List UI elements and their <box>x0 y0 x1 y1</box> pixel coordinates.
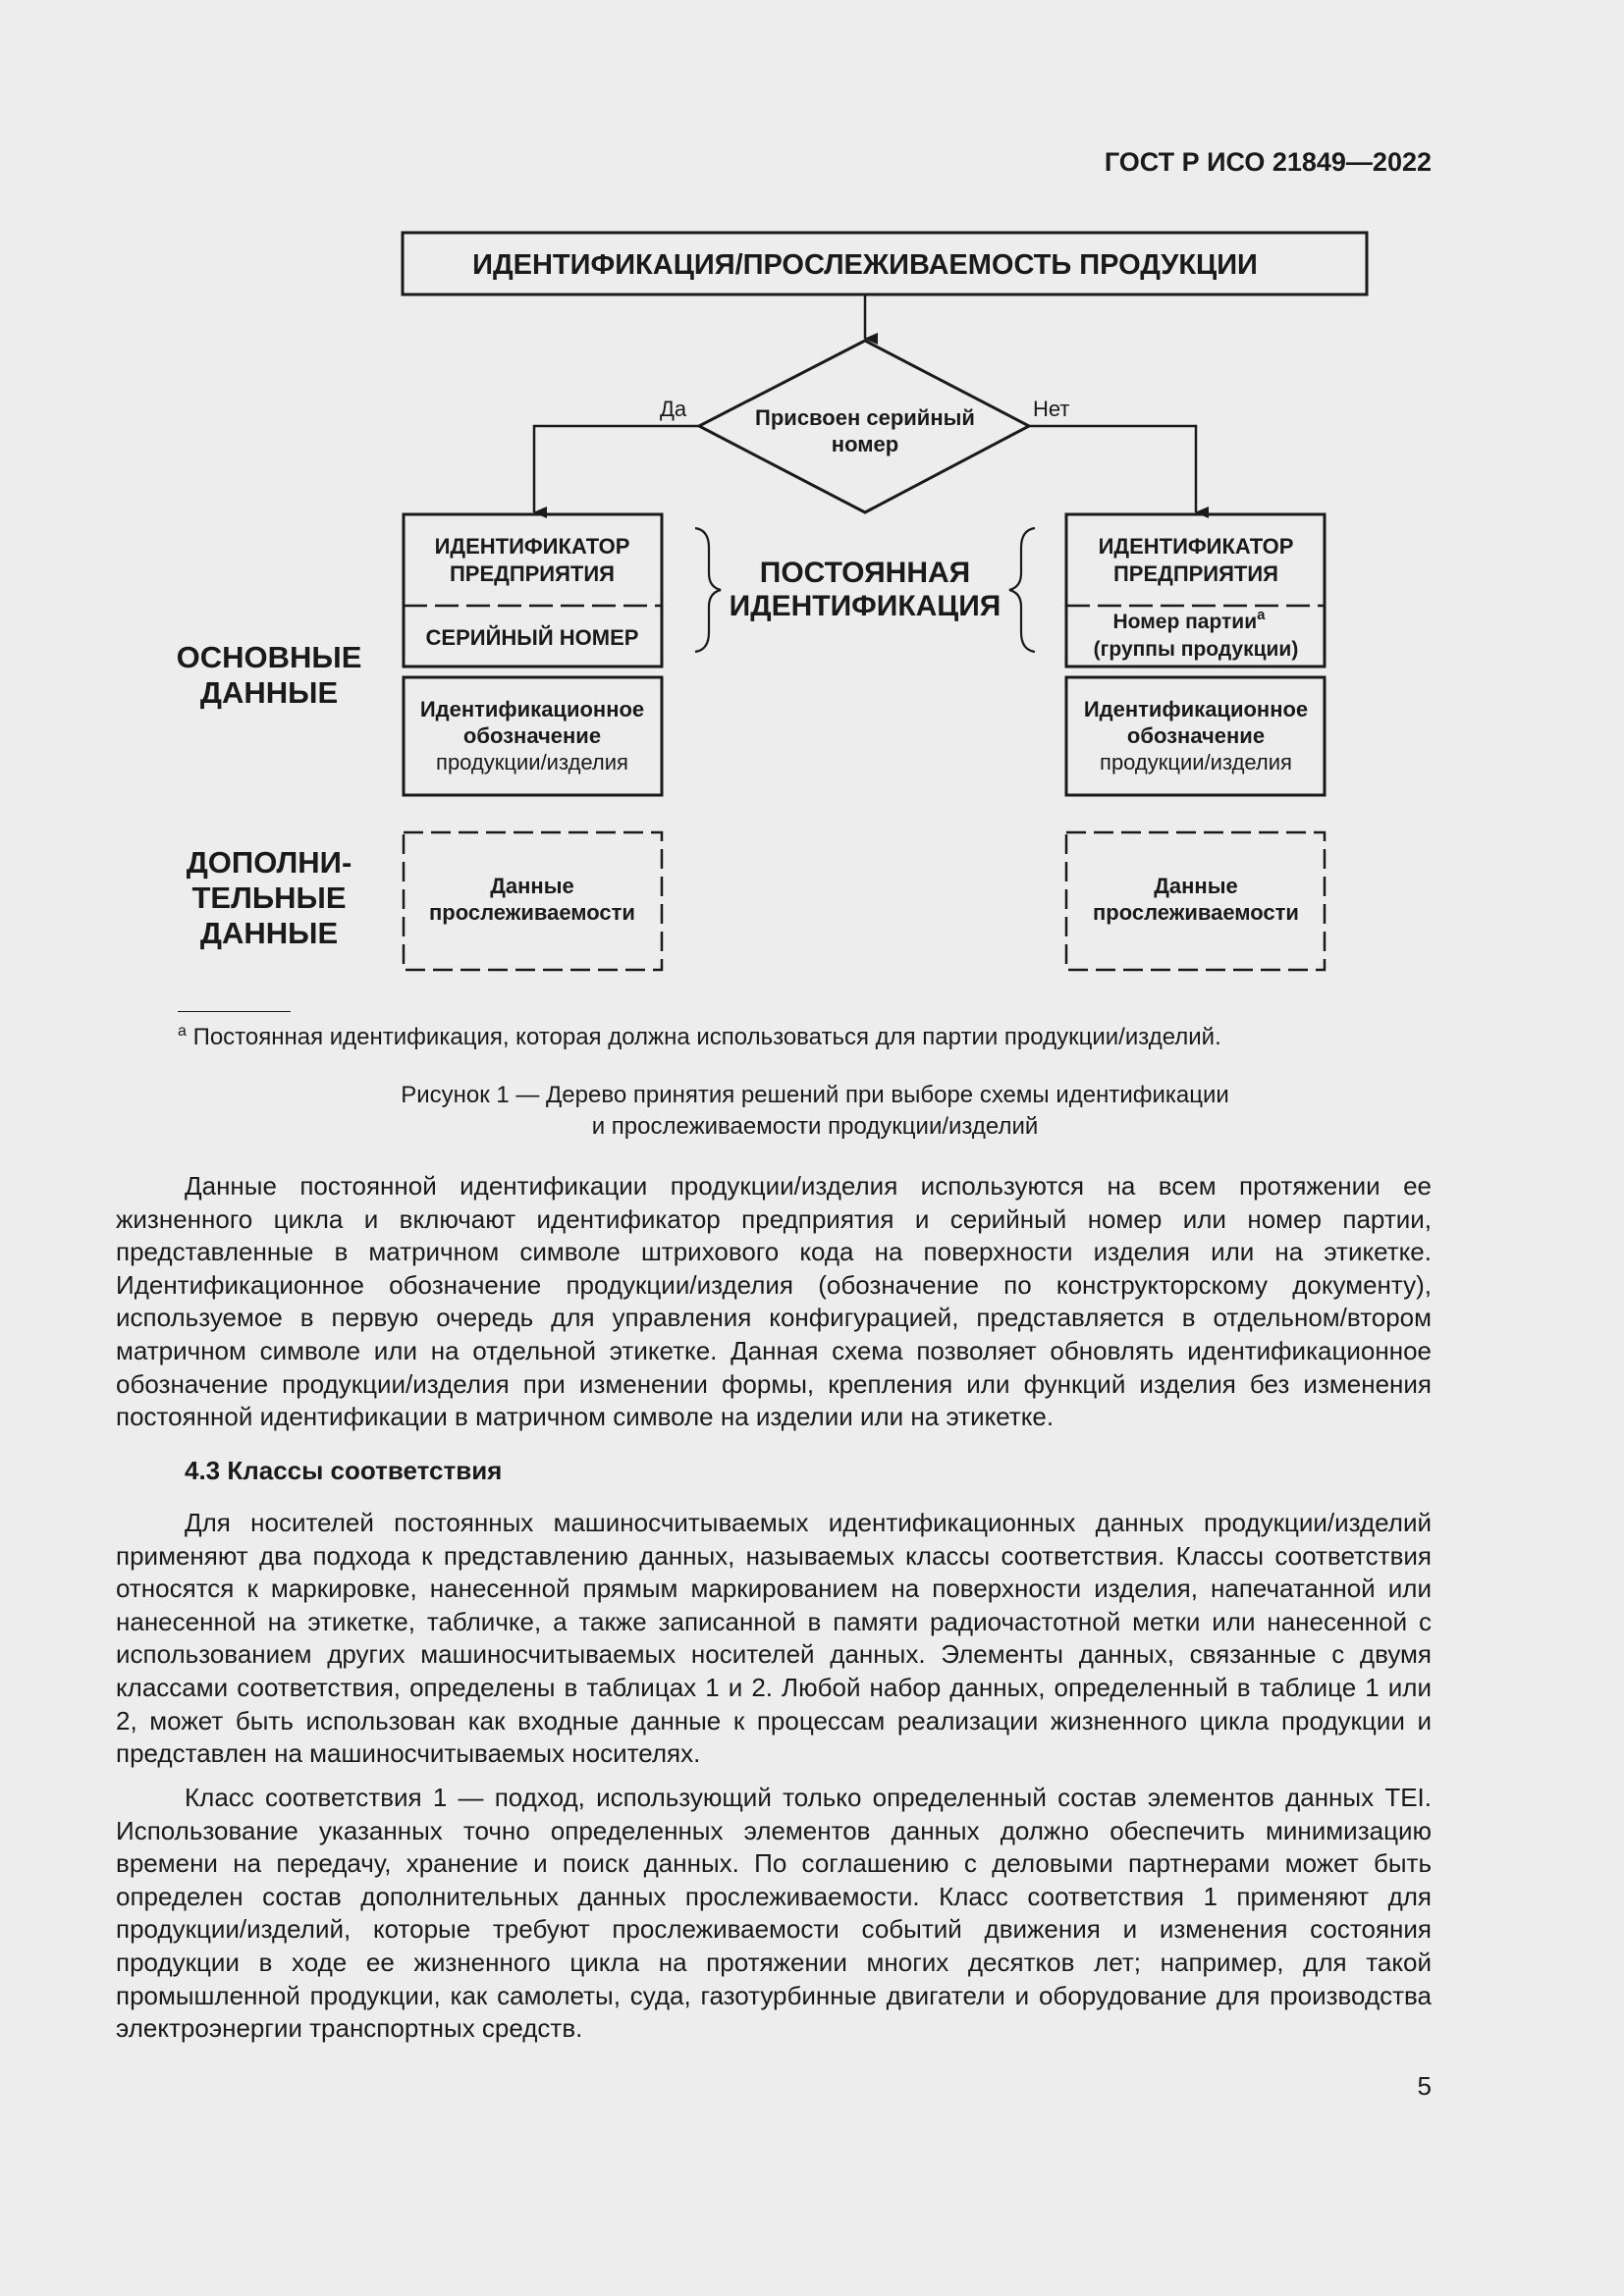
standard-id-header: ГОСТ Р ИСО 21849—2022 <box>1104 147 1432 177</box>
svg-text:Номер партииа <box>1113 607 1267 633</box>
top-box-label: ИДЕНТИФИКАЦИЯ/ПРОСЛЕЖИВАЕМОСТЬ ПРОДУКЦИИ <box>472 249 1258 281</box>
right-batch-line2: (группы продукции) <box>1093 638 1299 661</box>
right-enterprise-id-line2: ПРЕДПРИЯТИЯ <box>1112 561 1279 586</box>
paragraph-1 <box>116 1170 1432 1434</box>
decision-line1: Присвоен серийный <box>755 405 975 430</box>
figure-caption <box>226 1080 1404 1143</box>
right-designation-line3: продукции/изделия <box>1100 750 1292 774</box>
caption-line1: Рисунок 1 — Дерево принятия решений при выборе схемы идентификации <box>401 1082 1229 1108</box>
permanent-id-line2: ИДЕНТИФИКАЦИЯ <box>729 590 1001 622</box>
left-designation-line1: Идентификационное <box>419 697 645 721</box>
right-trace-line1: Данные <box>1154 874 1238 898</box>
right-batch-line1: Номер партии <box>1112 611 1258 633</box>
left-enterprise-id-line2: ПРЕДПРИЯТИЯ <box>449 561 616 586</box>
left-trace-line1: Данные <box>490 874 574 898</box>
paragraph-1-text: Данные постоянной идентификации продукции/изделия используются на всем протяжении ее жизненного цикла и включают идентификатор предприятия и серийный номер или номер партии, представленные в матричном символе штрихового кода на поверхности изделия или на этикетке. Идентификационное обозначение продукции/изделия (обозначение по конструкторскому документу), используемое в первую очередь для управления конфигурацией, представляется в отдельном/втором матричном символе или на отдельной этикетке. Данная схема позволяет обновлять идентификационное обозначение продукции/изделия при изменении формы, крепления или функций изделия без изменения постоянной идентификации в матричном символе на изделии или на этикетке. <box>116 1171 1432 1432</box>
right-enterprise-id-line1: ИДЕНТИФИКАТОР <box>1098 534 1294 559</box>
left-serial-label: СЕРИЙНЫЙ НОМЕР <box>425 625 639 650</box>
decision-tree-diagram <box>0 0 1624 1011</box>
yes-label: Да <box>660 397 687 421</box>
additional-data-line3: ДАННЫЕ <box>199 916 339 950</box>
footnote-marker: а <box>178 1023 187 1040</box>
left-trace-line2: прослеживаемости <box>429 900 635 925</box>
right-designation-line1: Идентификационное <box>1083 697 1309 721</box>
paragraph-2-text: Для носителей постоянных машиносчитываемых идентификационных данных продукции/изделий применяют два подхода к представлению данных, называемых классы соответствия. Классы соответствия относятся к маркировке, нанесенной прямым маркированием на поверхности изделия, напечатанной или нанесенной на этикетке, табличке, а также записанной в памяти радиочастотной метки или нанесенной с использованием других машиносчитываемых носителей данных. Элементы данных, связанные с двумя классами соответствия, определены в таблицах 1 и 2. Любой набор данных, определенный в таблице 1 или 2, может быть использован как входные данные к процессам реализации жизненного цикла продукции и представлен на машиносчитываемых носителях. <box>116 1508 1432 1769</box>
additional-data-line1: ДОПОЛНИ- <box>186 845 352 880</box>
caption-line2: и прослеживаемости продукции/изделий <box>591 1113 1039 1140</box>
basic-data-line2: ДАННЫЕ <box>199 675 339 710</box>
additional-data-line2: ТЕЛЬНЫЕ <box>191 881 347 915</box>
decision-line2: номер <box>831 432 899 456</box>
left-designation-line3: продукции/изделия <box>436 750 628 774</box>
footnote <box>178 1015 1435 1054</box>
paragraph-2 <box>116 1507 1432 1771</box>
basic-data-line1: ОСНОВНЫЕ <box>176 640 362 674</box>
no-label: Нет <box>1033 397 1070 421</box>
right-batch-sup: а <box>1257 607 1266 623</box>
permanent-id-line1: ПОСТОЯННАЯ <box>759 557 971 589</box>
left-designation-line2: обозначение <box>462 723 602 748</box>
right-designation-line2: обозначение <box>1126 723 1266 748</box>
footnote-rule <box>178 1011 291 1012</box>
page-number: 5 <box>1417 2071 1432 2101</box>
footnote-text: Постоянная идентификация, которая должна использоваться для партии продукции/изделий. <box>186 1024 1221 1050</box>
right-trace-line2: прослеживаемости <box>1093 900 1299 925</box>
paragraph-3-text: Класс соответствия 1 — подход, использующий только определенный состав элементов данных TEI. Использование указанных точно определенных элементов данных должно обеспечить минимизацию времени на передачу, хранение и поиск данных. По соглашению с деловыми партнерами может быть определен состав дополнительных данных прослеживаемости. Класс соответствия 1 применяют для продукции/изделий, которые требуют прослеживаемости событий движения и изменения состояния продукции в ходе ее жизненного цикла на протяжении многих десятков лет; например, для такой промышленной продукции, как самолеты, суда, газотурбинные двигатели и оборудование для производства электроэнергии транспортных средств. <box>116 1783 1432 2044</box>
right-brace <box>1009 528 1035 652</box>
paragraph-3 <box>116 1782 1432 2046</box>
section-heading: 4.3 Классы соответствия <box>185 1456 503 1485</box>
left-brace <box>695 528 721 652</box>
left-enterprise-id-line1: ИДЕНТИФИКАТОР <box>434 534 630 559</box>
